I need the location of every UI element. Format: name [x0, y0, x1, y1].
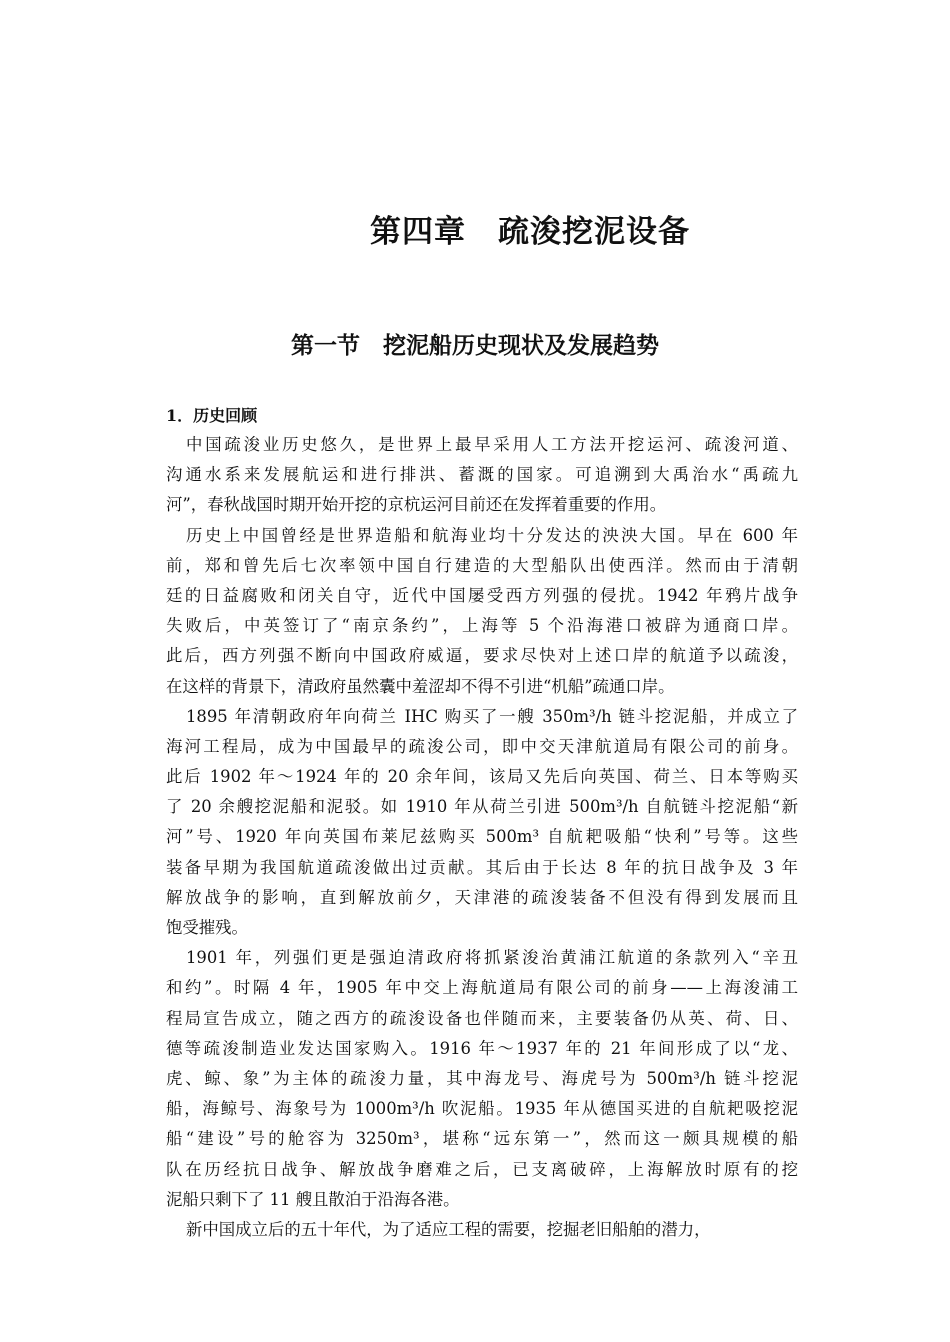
text-line: 前，郑和曾先后七次率领中国自行建造的大型船队出使西洋。然而由于清朝	[166, 555, 798, 575]
text-line: 泥船只剩下了 11 艘且散泊于沿海各港。	[166, 1189, 460, 1209]
text-line: 此后，西方列强不断向中国政府威逼，要求尽快对上述口岸的航道予以疏浚，	[166, 646, 798, 666]
text-line: 在这样的背景下，清政府虽然囊中羞涩却不得不引进“机船”疏通口岸。	[166, 676, 675, 696]
text-line: 1901 年，列强们更是强迫清政府将抓紧浚治黄浦江航道的条款列入“辛丑	[186, 948, 798, 968]
text-line: 和约”。时隔 4 年，1905 年中交上海航道局有限公司的前身——上海浚浦工	[166, 978, 798, 998]
text-line: 沟通水系来发展航运和进行排洪、蓄溉的国家。可追溯到大禹治水“禹疏九	[166, 465, 798, 485]
body-text	[166, 402, 798, 1245]
text-line: 德等疏浚制造业发达国家购入。1916 年～1937 年的 21 年间形成了以“龙、	[166, 1038, 798, 1058]
text-line: 失败后，中英签订了“南京条约”，上海等 5 个沿海港口被辟为通商口岸。	[166, 616, 798, 636]
subsection-heading: 1．历史回顾	[166, 406, 258, 425]
text-line: 中国疏浚业历史悠久，是世界上最早采用人工方法开挖运河、疏浚河道、	[186, 435, 798, 454]
text-line: 船“建设”号的舱容为 3250m³，堪称“远东第一”，然而这一颇具规模的船	[166, 1129, 798, 1149]
text-line: 解放战争的影响，直到解放前夕，天津港的疏浚装备不但没有得到发展而且	[166, 887, 798, 907]
text-line: 程局宣告成立，随之西方的疏浚设备也伴随而来，主要装备仍从英、荷、日、	[166, 1008, 798, 1028]
text-line: 廷的日益腐败和闭关自守，近代中国屡受西方列强的侵扰。1942 年鸦片战争	[166, 585, 798, 605]
text-line: 1895 年清朝政府年向荷兰 IHC 购买了一艘 350m³/h 链斗挖泥船，并成立了	[186, 706, 798, 726]
text-line: 河”，春秋战国时期开始开挖的京杭运河目前还在发挥着重要的作用。	[166, 495, 667, 515]
text-line: 船，海鲸号、海象号为 1000m³/h 吹泥船。1935 年从德国买进的自航耙吸挖泥	[166, 1099, 798, 1119]
text-line: 了 20 余艘挖泥船和泥驳。如 1910 年从荷兰引进 500m³/h 自航链斗挖泥船“新	[166, 797, 798, 817]
text-line: 新中国成立后的五十年代，为了适应工程的需要，挖掘老旧船舶的潜力，	[186, 1219, 711, 1239]
text-line: 饱受摧残。	[166, 918, 248, 937]
chapter-title: 第四章 疏浚挖泥设备	[370, 214, 690, 250]
text-line: 海河工程局，成为中国最早的疏浚公司，即中交天津航道局有限公司的前身。	[166, 736, 798, 756]
section-title: 第一节 挖泥船历史现状及发展趋势	[291, 332, 659, 359]
text-line: 历史上中国曾经是世界造船和航海业均十分发达的泱泱大国。早在 600 年	[186, 525, 798, 545]
text-line: 装备早期为我国航道疏浚做出过贡献。其后由于长达 8 年的抗日战争及 3 年	[166, 857, 798, 877]
text-line: 队在历经抗日战争、解放战争磨难之后，已支离破碎，上海解放时原有的挖	[166, 1159, 798, 1179]
text-line: 河”号、1920 年向英国布莱尼兹购买 500m³ 自航耙吸船“快利”号等。这些	[166, 827, 798, 847]
text-line: 虎、鲸、象”为主体的疏浚力量，其中海龙号、海虎号为 500m³/h 链斗挖泥	[166, 1068, 798, 1088]
text-line: 此后 1902 年～1924 年的 20 余年间，该局又先后向英国、荷兰、日本等购买	[166, 767, 798, 787]
